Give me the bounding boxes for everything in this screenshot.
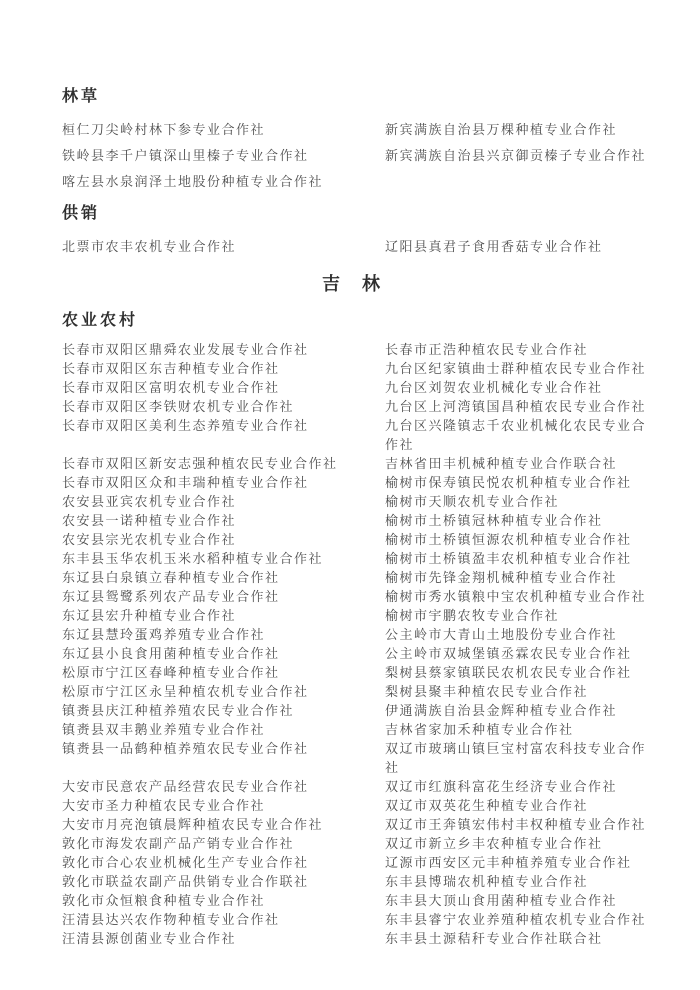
coop-name-right: 东丰县睿宁农业养殖种植农机专业合作社 xyxy=(385,912,647,927)
coop-name-right: 辽阳县真君子食用香菇专业合作社 xyxy=(385,239,603,254)
coop-name-right: 九台区兴隆镇志千农业机械化农民专业合作社 xyxy=(385,418,647,452)
coop-name-left: 敦化市合心农业机械化生产专业合作社 xyxy=(62,855,309,870)
entry-row xyxy=(62,815,662,834)
coop-name-right: 新宾满族自治县万棵种植专业合作社 xyxy=(385,122,618,137)
entry-row xyxy=(62,340,662,359)
coop-name-right: 公主岭市双城堡镇丞霖农民专业合作社 xyxy=(385,646,632,661)
province-title-jilin: 吉 林 xyxy=(322,274,382,294)
entry-row xyxy=(62,644,662,663)
entry-row xyxy=(62,169,662,195)
coop-name-right: 东丰县博瑞农机种植专业合作社 xyxy=(385,874,589,889)
entry-row xyxy=(62,663,662,682)
entry-row xyxy=(62,929,662,948)
coop-name-left: 敦化市海发农副产品产销专业合作社 xyxy=(62,836,295,851)
coop-name-left: 东辽县慧玲蛋鸡养殖专业合作社 xyxy=(62,627,266,642)
coop-name-right: 九台区纪家镇曲士群种植农民专业合作社 xyxy=(385,361,647,376)
coop-name-right: 榆树市土桥镇盈丰农机种植专业合作社 xyxy=(385,551,632,566)
coop-name-left: 长春市双阳区众和丰瑞种植专业合作社 xyxy=(62,475,309,490)
coop-name-right: 九台区刘贺农业机械化专业合作社 xyxy=(385,380,603,395)
coop-name-right: 双辽市双英花生种植专业合作社 xyxy=(385,798,589,813)
entry-row xyxy=(62,872,662,891)
coop-name-right: 榆树市土桥镇恒源农机种植专业合作社 xyxy=(385,532,632,547)
coop-name-left: 大安市月亮泡镇晨辉种植农民专业合作社 xyxy=(62,817,324,832)
cooperative-list-forestry xyxy=(62,117,662,195)
entry-row xyxy=(62,910,662,929)
entry-row xyxy=(62,606,662,625)
coop-name-left: 桓仁刀尖岭村林下参专业合作社 xyxy=(62,122,266,137)
entry-row xyxy=(62,777,662,796)
coop-name-right: 公主岭市大青山土地股份专业合作社 xyxy=(385,627,618,642)
entry-row xyxy=(62,739,662,777)
coop-name-left: 喀左县水泉润泽土地股份种植专业合作社 xyxy=(62,174,324,189)
coop-name-right: 双辽市王奔镇宏伟村丰权种植专业合作社 xyxy=(385,817,647,832)
entry-row xyxy=(62,625,662,644)
coop-name-left: 长春市双阳区李铁财农机专业合作社 xyxy=(62,399,295,414)
coop-name-right: 长春市正浩种植农民专业合作社 xyxy=(385,342,589,357)
coop-name-left: 松原市宁江区永呈种植农机专业合作社 xyxy=(62,684,309,699)
entry-row xyxy=(62,796,662,815)
coop-name-right: 榆树市保寿镇民悦农机种植专业合作社 xyxy=(385,475,632,490)
section-forestry-grassland xyxy=(62,86,662,195)
coop-name-left: 东辽县宏升种植专业合作社 xyxy=(62,608,237,623)
section-heading-agriculture: 农业农村 xyxy=(62,312,139,329)
coop-name-right: 榆树市先锋金翔机械种植专业合作社 xyxy=(385,570,618,585)
coop-name-right: 梨树县蔡家镇联民农机农民专业合作社 xyxy=(385,665,632,680)
entry-row xyxy=(62,720,662,739)
coop-name-right: 辽源市西安区元丰种植养殖专业合作社 xyxy=(385,855,632,870)
entry-row xyxy=(62,359,662,378)
coop-name-left: 汪清县源创菌业专业合作社 xyxy=(62,931,237,946)
entry-row xyxy=(62,568,662,587)
coop-name-right: 榆树市土桥镇冠林种植专业合作社 xyxy=(385,513,603,528)
coop-name-right: 榆树市宇鹏农牧专业合作社 xyxy=(385,608,560,623)
entry-row xyxy=(62,587,662,606)
cooperative-list-main xyxy=(62,340,662,948)
entry-row xyxy=(62,473,662,492)
coop-name-right: 双辽市红旗科富花生经济专业合作社 xyxy=(385,779,618,794)
coop-name-right: 新宾满族自治县兴京御贡榛子专业合作社 xyxy=(385,148,647,163)
coop-name-left: 北票市农丰农机专业合作社 xyxy=(62,239,237,254)
coop-name-left: 东辽县小良食用菌种植专业合作社 xyxy=(62,646,280,661)
entry-row xyxy=(62,492,662,511)
entry-row xyxy=(62,682,662,701)
coop-name-right: 双辽市新立乡丰农种植专业合作社 xyxy=(385,836,603,851)
entry-row xyxy=(62,701,662,720)
section-supply-marketing xyxy=(62,203,662,260)
coop-name-left: 大安市圣力种植农民专业合作社 xyxy=(62,798,266,813)
coop-name-left: 镇赉县一品鹤种植养殖农民专业合作社 xyxy=(62,741,309,756)
entry-row xyxy=(62,511,662,530)
coop-name-right: 榆树市天顺农机专业合作社 xyxy=(385,494,560,509)
coop-name-left: 长春市双阳区鼎舜农业发展专业合作社 xyxy=(62,342,309,357)
coop-name-left: 长春市双阳区富明农机专业合作社 xyxy=(62,380,280,395)
coop-name-left: 镇赉县双丰鹅业养殖专业合作社 xyxy=(62,722,266,737)
coop-name-left: 敦化市联益农副产品供销专业合作联社 xyxy=(62,874,309,889)
section-heading-supply: 供销 xyxy=(62,205,101,222)
coop-name-left: 长春市双阳区美利生态养殖专业合作社 xyxy=(62,418,309,433)
entry-row xyxy=(62,234,662,260)
entry-row xyxy=(62,416,662,454)
coop-name-right: 吉林省田丰机械种植专业合作联合社 xyxy=(385,456,618,471)
section-heading-forestry: 林草 xyxy=(62,88,101,105)
coop-name-left: 长春市双阳区东吉种植专业合作社 xyxy=(62,361,280,376)
section-agriculture-rural xyxy=(62,310,662,948)
coop-name-left: 东辽县白泉镇立春种植专业合作社 xyxy=(62,570,280,585)
coop-name-right: 东丰县大顶山食用菌种植专业合作社 xyxy=(385,893,618,908)
entry-row xyxy=(62,454,662,473)
coop-name-left: 敦化市众恒粮食种植专业合作社 xyxy=(62,893,266,908)
coop-name-left: 农安县宗光农机专业合作社 xyxy=(62,532,237,547)
coop-name-left: 铁岭县李千户镇深山里榛子专业合作社 xyxy=(62,148,309,163)
entry-row xyxy=(62,891,662,910)
coop-name-left: 松原市宁江区春峰种植专业合作社 xyxy=(62,665,280,680)
entry-row xyxy=(62,549,662,568)
entry-row xyxy=(62,378,662,397)
coop-name-right: 榆树市秀水镇粮中宝农机种植专业合作社 xyxy=(385,589,647,604)
coop-name-left: 东辽县鸳鹭系列农产品专业合作社 xyxy=(62,589,280,604)
coop-name-left: 镇赉县庆江种植养殖农民专业合作社 xyxy=(62,703,295,718)
entry-row xyxy=(62,397,662,416)
coop-name-right: 双辽市玻璃山镇巨宝村富农科技专业合作社 xyxy=(385,741,647,775)
entry-row xyxy=(62,117,662,143)
cooperative-list-supply xyxy=(62,234,662,260)
entry-row xyxy=(62,834,662,853)
entry-row xyxy=(62,143,662,169)
entry-row xyxy=(62,853,662,872)
coop-name-left: 农安县亚宾农机专业合作社 xyxy=(62,494,237,509)
coop-name-left: 长春市双阳区新安志强种植农民专业合作社 xyxy=(62,456,338,471)
coop-name-right: 伊通满族自治县金辉种植专业合作社 xyxy=(385,703,618,718)
coop-name-left: 大安市民意农产品经营农民专业合作社 xyxy=(62,779,309,794)
coop-name-right: 九台区上河湾镇国昌种植农民专业合作社 xyxy=(385,399,647,414)
coop-name-left: 东丰县玉华农机玉米水稻种植专业合作社 xyxy=(62,551,324,566)
entry-row xyxy=(62,530,662,549)
coop-name-right: 东丰县土源秸秆专业合作社联合社 xyxy=(385,931,603,946)
coop-name-right: 梨树县聚丰种植农民专业合作社 xyxy=(385,684,589,699)
coop-name-right: 吉林省家加禾种植专业合作社 xyxy=(385,722,574,737)
coop-name-left: 汪清县达兴农作物种植专业合作社 xyxy=(62,912,280,927)
coop-name-left: 农安县一诺种植专业合作社 xyxy=(62,513,237,528)
